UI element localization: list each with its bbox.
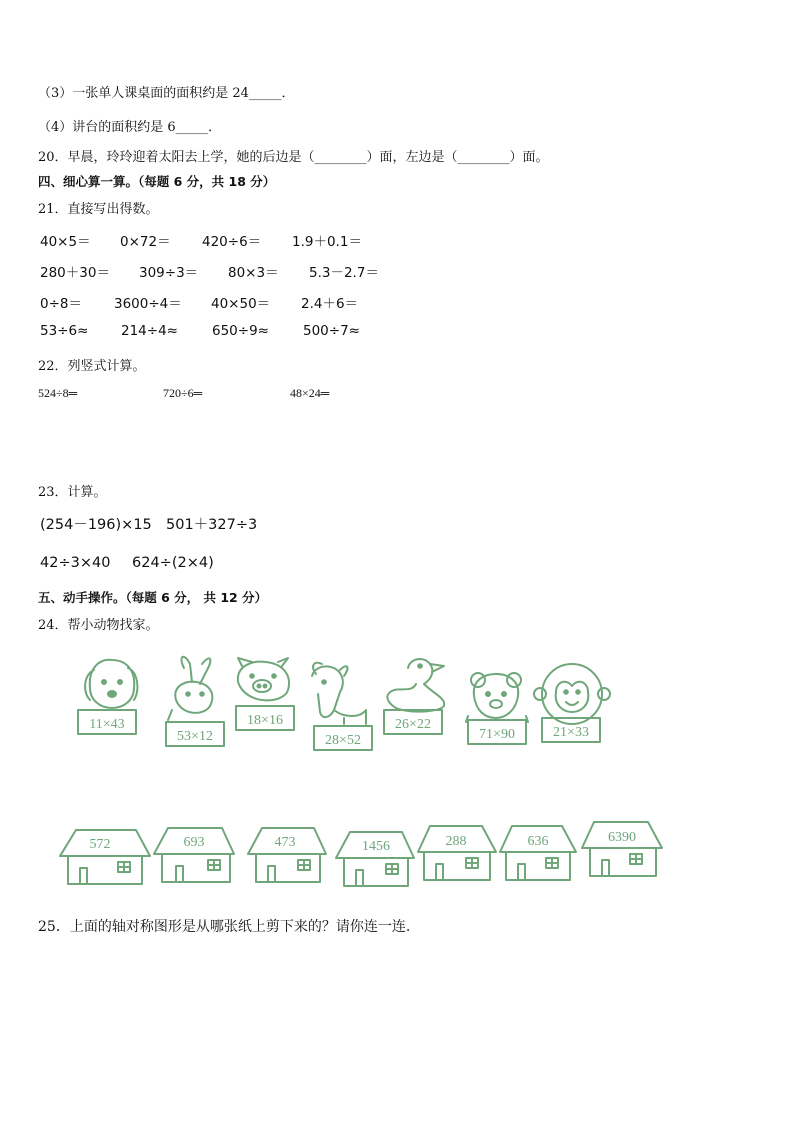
q22-item-3: 48×24═	[290, 386, 330, 400]
q21-r2-c3: 80×3＝	[228, 265, 279, 281]
q22-title: 22．列竖式计算。	[38, 359, 146, 374]
q23-expr-3: 42÷3×40	[40, 555, 111, 571]
q24-title: 24．帮小动物找家。	[38, 618, 159, 633]
q22-item-2: 720÷6═	[163, 386, 203, 400]
q23-expr-1: (254－196)×15	[40, 517, 152, 533]
q21-r3-c3: 40×50＝	[211, 296, 271, 312]
q21-r2-c4: 5.3－2.7＝	[309, 265, 379, 281]
q21-title: 21．直接写出得数。	[38, 202, 159, 217]
q23-title: 23．计算。	[38, 485, 107, 500]
animal-label: 11×43	[89, 717, 125, 732]
q24-illustration	[0, 648, 794, 908]
animal-label: 18×16	[247, 713, 283, 728]
q21-r1-c2: 0×72＝	[120, 234, 171, 250]
q19-item-3: （3）一张单人课桌面的面积约是 24_____．	[38, 86, 295, 101]
q23-expr-4: 624÷(2×4)	[132, 555, 214, 571]
house-number: 572	[89, 837, 111, 852]
house-number: 473	[274, 835, 296, 850]
animal-label: 53×12	[177, 729, 213, 744]
house-number: 6390	[608, 830, 636, 845]
q25-text: 25．上面的轴对称图形是从哪张纸上剪下来的？请你连一连.	[38, 919, 411, 935]
q21-r4-c3: 650÷9≈	[212, 323, 269, 339]
animal-label: 26×22	[395, 717, 431, 732]
q21-r3-c2: 3600÷4＝	[114, 296, 182, 312]
section-4-heading: 四、细心算一算。（每题 6 分，共 18 分）	[38, 174, 276, 189]
q21-r4-c1: 53÷6≈	[40, 323, 89, 339]
q21-r4-c4: 500÷7≈	[303, 323, 360, 339]
q21-r1-c1: 40×5＝	[40, 234, 91, 250]
q19-item-4: （4）讲台的面积约是 6_____．	[38, 120, 222, 135]
q21-r3-c4: 2.4＋6＝	[301, 296, 359, 312]
q21-r1-c3: 420÷6＝	[202, 234, 262, 250]
q22-item-1: 524÷8═	[38, 386, 78, 400]
q21-r2-c1: 280＋30＝	[40, 265, 110, 281]
q21-r4-c2: 214÷4≈	[121, 323, 178, 339]
q21-r3-c1: 0÷8＝	[40, 296, 82, 312]
animal-label: 28×52	[325, 733, 361, 748]
q21-r1-c4: 1.9＋0.1＝	[292, 234, 362, 250]
q21-r2-c2: 309÷3＝	[139, 265, 199, 281]
house-number: 1456	[362, 839, 390, 854]
house-number: 636	[527, 834, 549, 849]
house-number: 693	[183, 835, 205, 850]
q23-expr-2: 501＋327÷3	[166, 517, 258, 533]
animal-label: 71×90	[479, 727, 515, 742]
house-number: 288	[445, 834, 467, 849]
q20-text: 20．早晨，玲玲迎着太阳去上学，她的后边是（________）面，左边是（________）面。	[38, 150, 549, 165]
animal-label: 21×33	[553, 725, 589, 740]
section-5-heading: 五、动手操作。（每题 6 分， 共 12 分）	[38, 590, 268, 605]
